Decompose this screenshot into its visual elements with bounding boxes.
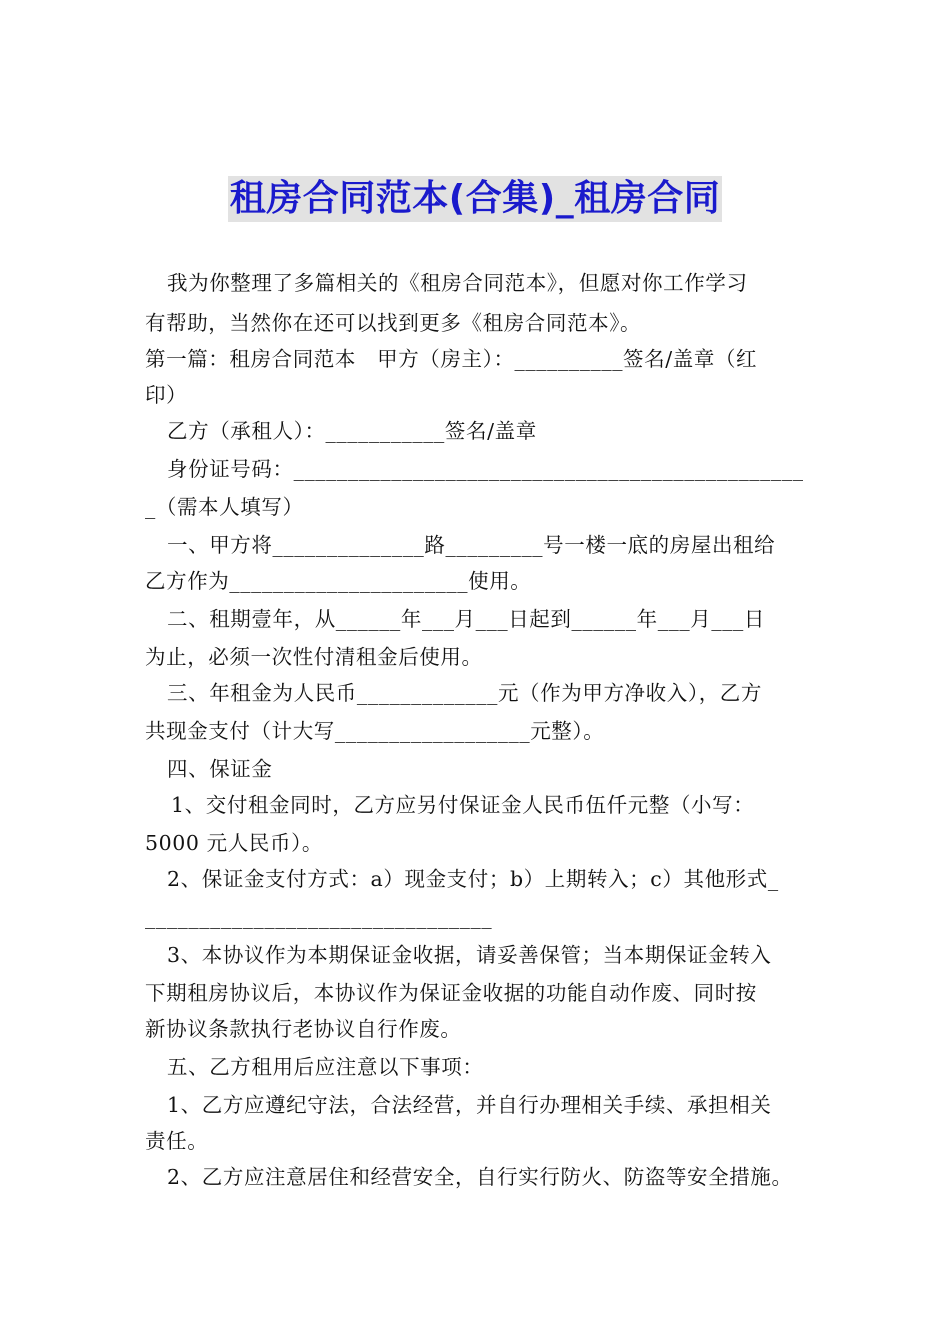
paragraph-line: 5000 元人民币）。 xyxy=(145,831,324,855)
paragraph-line: 四、保证金 xyxy=(167,757,273,781)
paragraph-line: 二、租期壹年，从______年___月___日起到______年___月___日 xyxy=(167,607,765,631)
title-container xyxy=(0,176,950,222)
paragraph-line: 下期租房协议后，本协议作为保证金收据的功能自动作废、同时按 xyxy=(145,981,757,1005)
paragraph-line: 三、年租金为人民币_____________元（作为甲方净收入），乙方 xyxy=(167,681,762,705)
paragraph-line: 1、乙方应遵纪守法，合法经营，并自行办理相关手续、承担相关 xyxy=(167,1093,772,1117)
paragraph-line: ________________________________ xyxy=(145,905,493,929)
paragraph-line: 乙方（承租人）：___________签名/盖章 xyxy=(167,419,537,443)
paragraph-line: 乙方作为______________________使用。 xyxy=(145,569,532,593)
document-title: 租房合同范本(合集)_租房合同 xyxy=(228,176,722,222)
paragraph-line: 有帮助，当然你在还可以找到更多《租房合同范本》。 xyxy=(145,311,642,335)
paragraph-line: 2、乙方应注意居住和经营安全，自行实行防火、防盗等安全措施。 xyxy=(167,1165,793,1189)
paragraph-line: 3、本协议作为本期保证金收据，请妥善保管；当本期保证金转入 xyxy=(167,943,772,967)
paragraph-line: 第一篇：租房合同范本 甲方（房主）：__________签名/盖章（红 xyxy=(145,347,758,371)
paragraph-line: 新协议条款执行老协议自行作废。 xyxy=(145,1017,462,1041)
paragraph-line: 2、保证金支付方式：a）现金支付；b）上期转入；c）其他形式_ xyxy=(167,867,779,891)
paragraph-line: 1、交付租金同时，乙方应另付保证金人民币伍仟元整（小写： xyxy=(171,793,755,817)
paragraph-line: _（需本人填写） xyxy=(145,495,304,519)
paragraph-line: 一、甲方将______________路_________号一楼一底的房屋出租给 xyxy=(167,533,776,557)
paragraph-line: 我为你整理了多篇相关的《租房合同范本》，但愿对你工作学习 xyxy=(167,271,748,295)
paragraph-line: 责任。 xyxy=(145,1129,209,1153)
paragraph-line: 共现金支付（计大写__________________元整）。 xyxy=(145,719,605,743)
paragraph-line: 身份证号码：_______________________________________________ xyxy=(167,457,804,481)
paragraph-line: 五、乙方租用后应注意以下事项： xyxy=(167,1055,484,1079)
paragraph-line: 为止，必须一次性付清租金后使用。 xyxy=(145,645,483,669)
paragraph-line: 印） xyxy=(145,383,188,407)
